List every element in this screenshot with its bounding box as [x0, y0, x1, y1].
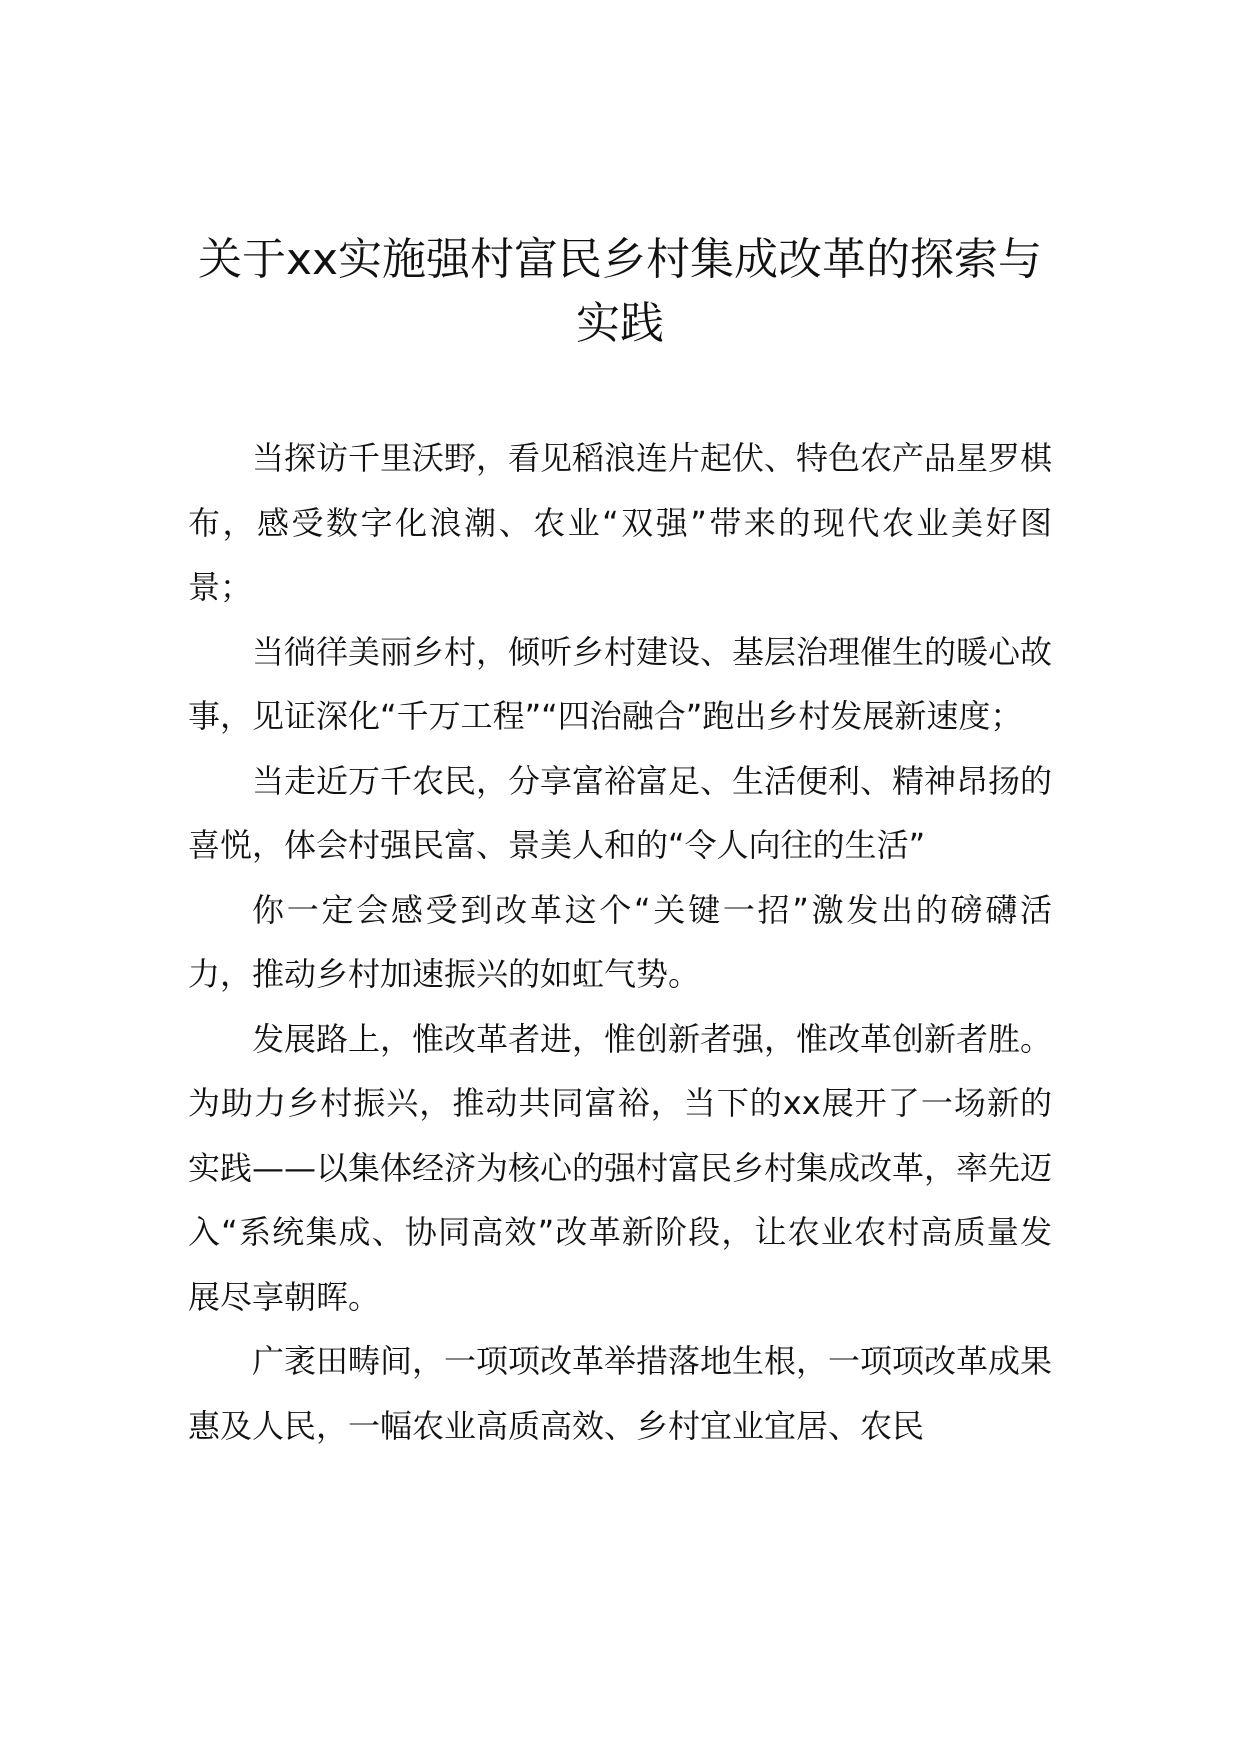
document-body — [188, 426, 1052, 1458]
paragraph-1: 当探访千里沃野，看见稻浪连片起伏、特色农产品星罗棋布，感受数字化浪潮、农业“双强”带来的现代农业美好图景； — [188, 439, 1053, 606]
paragraph-6: 广袤田畴间，一项项改革举措落地生根，一项项改革成果惠及人民，一幅农业高质高效、乡村宜业宜居、农民 — [188, 1342, 1053, 1445]
paragraph-3: 当走近万千农民，分享富裕富足、生活便利、精神昂扬的喜悦，体会村强民富、景美人和的“令人向往的生活” — [188, 761, 1053, 864]
paragraph-5: 发展路上，惟改革者进，惟创新者强，惟改革创新者胜。为助力乡村振兴，推动共同富裕，当下的xx展开了一场新的实践——以集体经济为核心的强村富民乡村集成改革，率先迈入“系统集成、协同高效”改革新阶段，让农业农村高质量发展尽享朝晖。 — [188, 1019, 1053, 1316]
document-title: 关于xx实施强村富民乡村集成改革的探索与实践 — [197, 234, 1043, 349]
paragraph-2: 当徜徉美丽乡村，倾听乡村建设、基层治理催生的暖心故事，见证深化“千万工程”“四治融合”跑出乡村发展新速度； — [188, 632, 1053, 735]
paragraph-4: 你一定会感受到改革这个“关键一招”激发出的磅礴活力，推动乡村加速振兴的如虹气势。 — [188, 890, 1052, 993]
